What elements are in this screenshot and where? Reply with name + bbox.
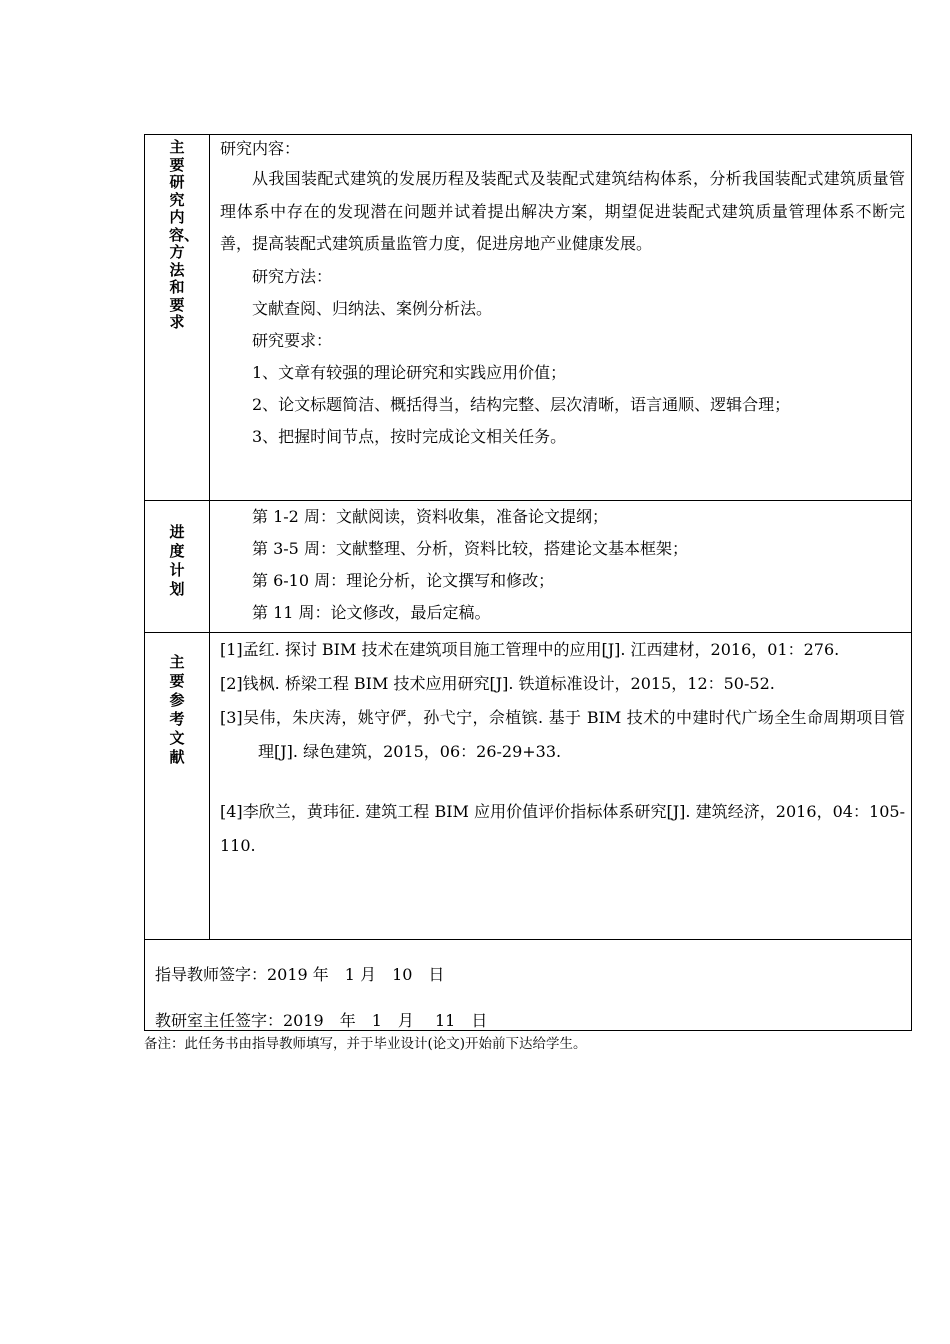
- task-table: [144, 134, 912, 1031]
- requirement-item: 1、文章有较强的理论研究和实践应用价值；: [252, 362, 567, 382]
- schedule-item: 第 11 周：论文修改，最后定稿。: [252, 603, 491, 622]
- schedule-item: 第 1-2 周：文献阅读，资料收集，准备论文提纲；: [252, 507, 608, 526]
- method-body: 文献查阅、归纳法、案例分析法。: [252, 298, 493, 318]
- reference-item: [2]钱枫. 桥梁工程 BIM 技术应用研究[J]. 铁道标准设计，2015，12：50-52.: [220, 674, 775, 693]
- reference-item: [1]孟红. 探讨 BIM 技术在建筑项目施工管理中的应用[J]. 江西建材，2016，01：276.: [220, 640, 840, 659]
- schedule-row-label-cell: [145, 501, 210, 632]
- requirement-item: 2、论文标题简洁、概括得当，结构完整、层次清晰，语言通顺、逻辑合理；: [252, 394, 791, 414]
- schedule-row-body: [210, 501, 911, 632]
- references-row: [145, 633, 911, 940]
- schedule-item: 第 3-5 周：文献整理、分析，资料比较，搭建论文基本框架；: [252, 539, 688, 558]
- content-row-body: [210, 135, 911, 500]
- reference-item: [4]李欣兰，黄玮征. 建筑工程 BIM 应用价值评价指标体系研究[J]. 建筑经济，2016，04：105-110.: [220, 802, 905, 855]
- reference-item: [3]吴伟，朱庆涛，姚守俨，孙弋宁，佘植镔. 基于 BIM 技术的中建时代广场全生命周期项目管理[J]. 绿色建筑，2015，06：26-29+33.: [220, 708, 905, 761]
- content-row-label-cell: [145, 135, 210, 500]
- references-row-label: 主要参考文献: [169, 653, 185, 766]
- schedule-item: 第 6-10 周：理论分析，论文撰写和修改；: [252, 571, 555, 590]
- schedule-row: [145, 501, 911, 633]
- references-row-label-cell: [145, 633, 210, 939]
- requirement-item: 3、把握时间节点，按时完成论文相关任务。: [252, 426, 567, 446]
- content-heading: 研究内容：: [220, 139, 301, 158]
- content-row: [145, 135, 911, 501]
- director-signature: 教研室主任签字：2019 年 1 月 11 日: [155, 1011, 488, 1030]
- content-body-paragraph: 从我国装配式建筑的发展历程及装配式及装配式建筑结构体系，分析我国装配式建筑质量管理体系中存在的发现潜在问题并试着提出解决方案，期望促进装配式建筑质量管理体系不断完善，提高装配式建筑质量监管力度，促进房地产业健康发展。: [220, 169, 905, 253]
- footnote: 备注：此任务书由指导教师填写，并于毕业设计(论文)开始前下达给学生。: [144, 1036, 587, 1052]
- advisor-signature: 指导教师签字：2019 年 1 月 10 日: [155, 965, 445, 984]
- signature-row: [145, 940, 911, 1030]
- references-row-body: [210, 633, 911, 939]
- method-heading: 研究方法：: [252, 266, 333, 286]
- requirements-heading: 研究要求：: [252, 330, 333, 350]
- schedule-row-label: 进度计划: [169, 523, 185, 598]
- content-row-label: 主要研究内容、方法和要求: [169, 138, 200, 331]
